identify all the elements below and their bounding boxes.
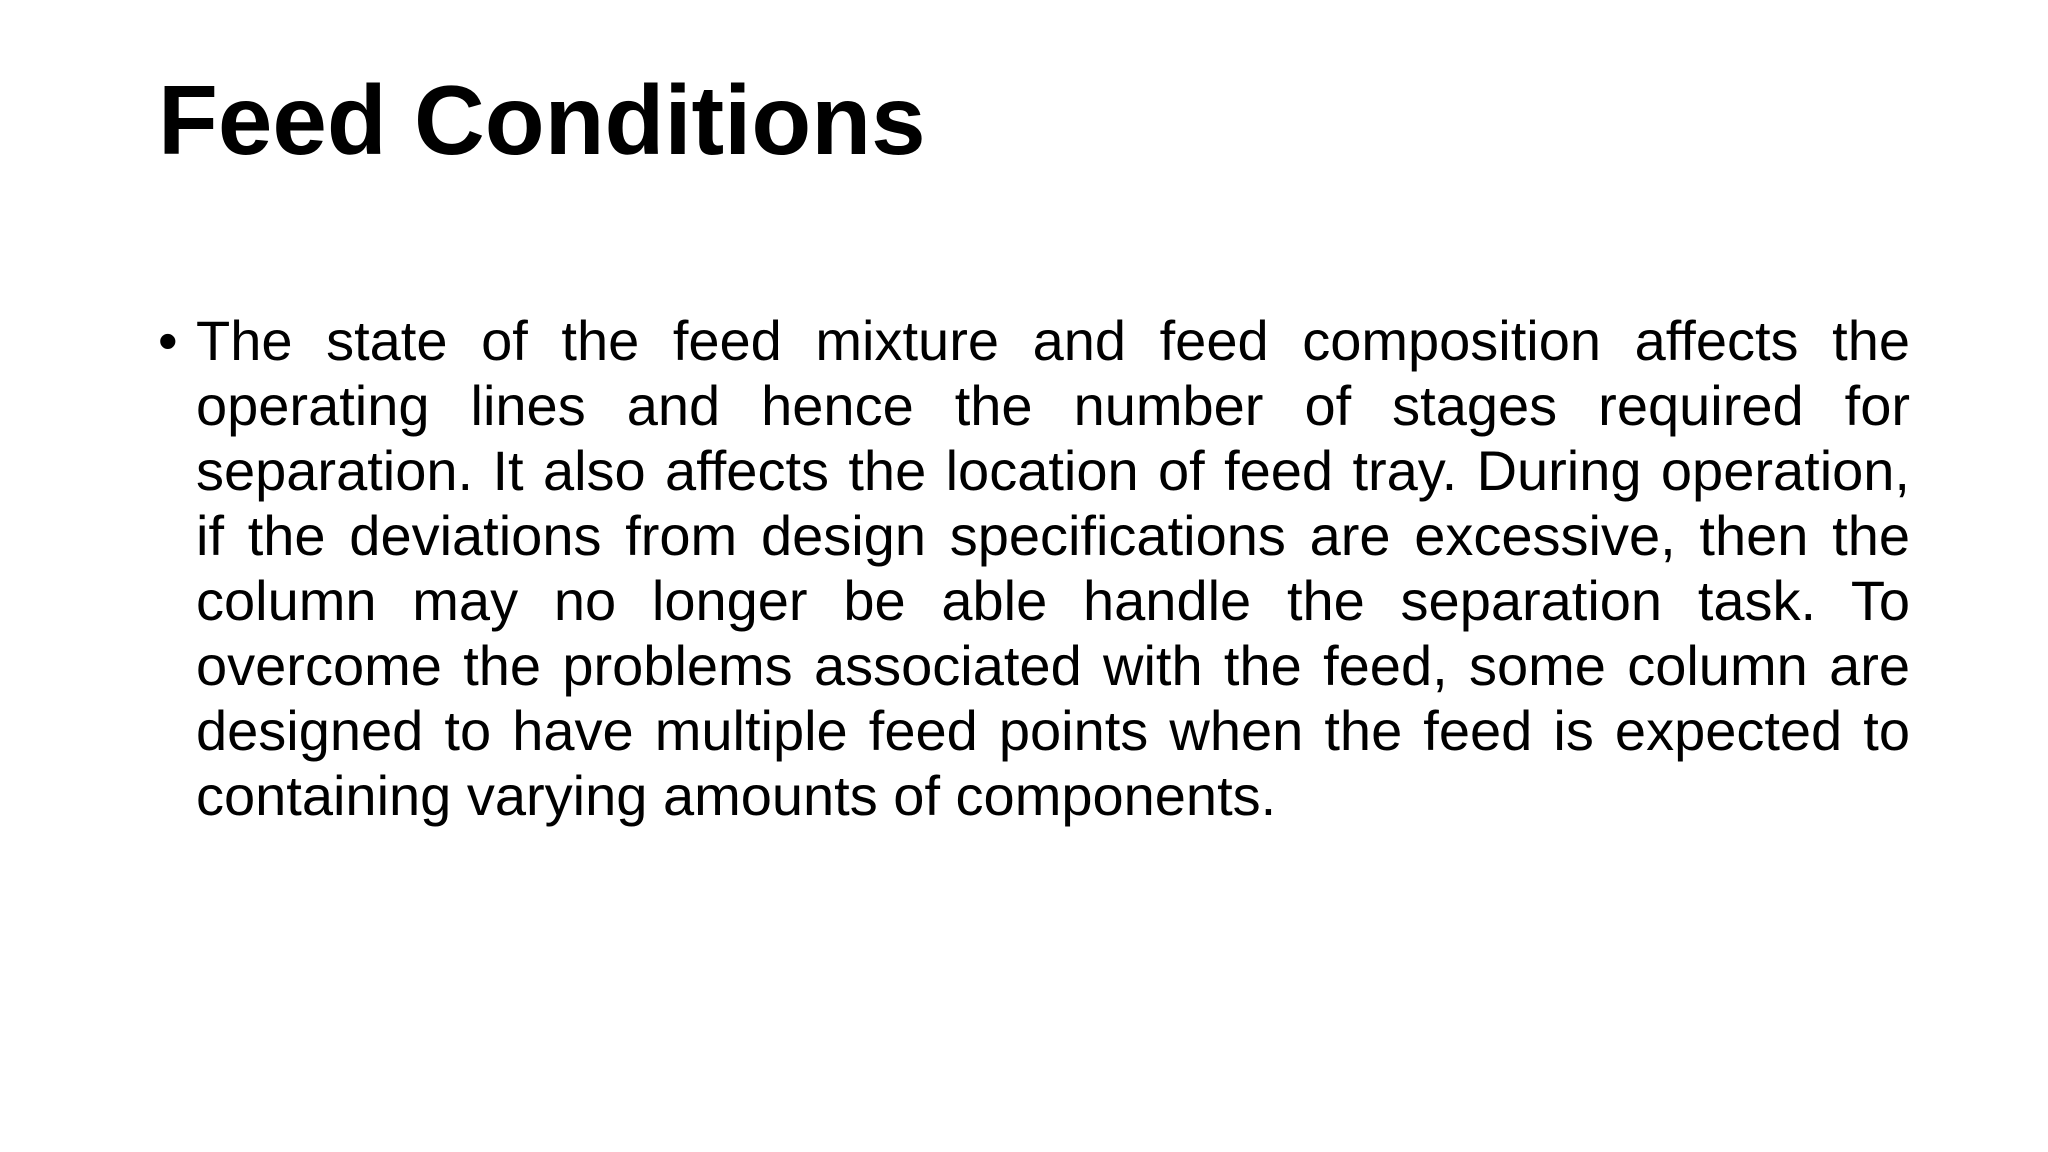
bullet-marker: • [158, 309, 178, 372]
bullet-list [158, 308, 1910, 828]
bullet-item [158, 308, 1910, 828]
bullet-text: The state of the feed mixture and feed composition affects the operating lines and hence the number of stages required for separation. It also affects the location of feed tray. During operation, if the deviations from design specifications are excessive, then the column may no longer be able handle the separation task. To overcome the problems associated with the feed, some column are designed to have multiple feed points when the feed is expected to containing varying amounts of components. [196, 309, 1910, 827]
slide-title: Feed Conditions [158, 65, 926, 175]
